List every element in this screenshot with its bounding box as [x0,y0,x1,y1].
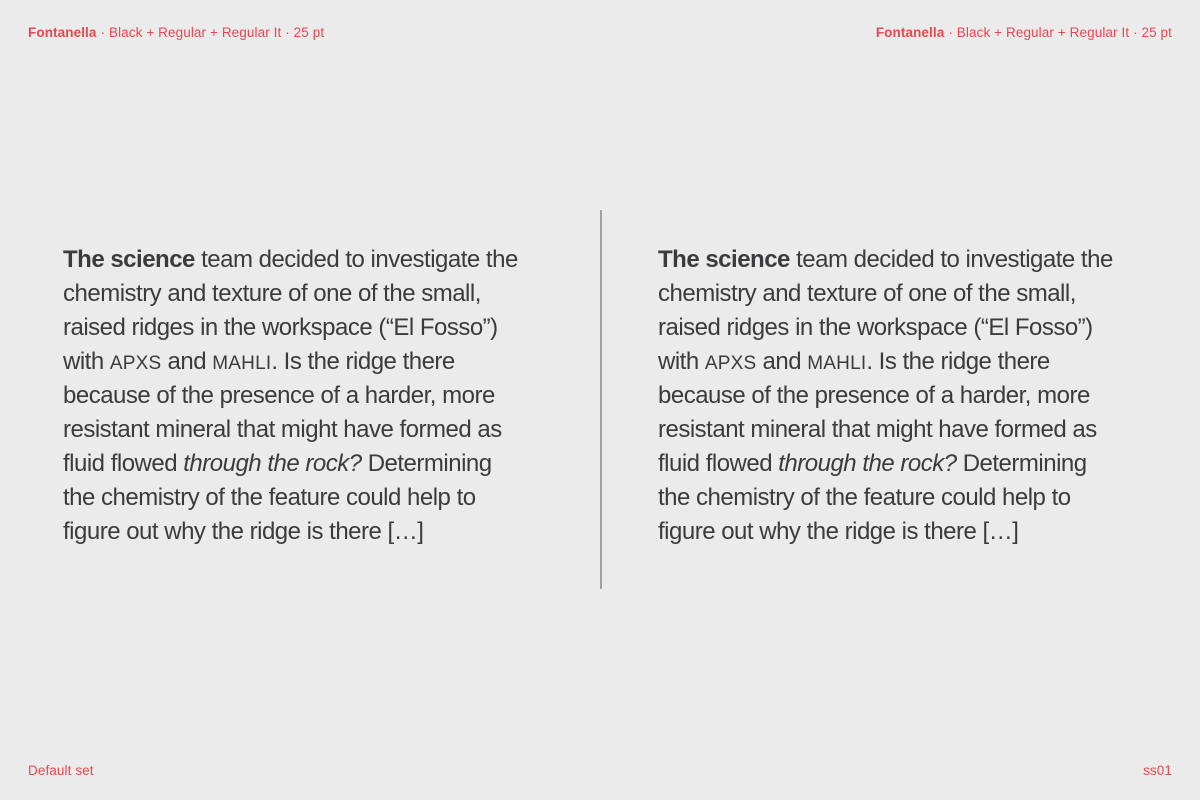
text-run-regular: the chemistry of the feature could help to [658,484,1071,511]
text-run-regular: team decided to investigate the [201,246,518,273]
font-style-spec: · Black + Regular + Regular It · 25 pt [948,25,1172,40]
text-run-italic: through the rock? [183,450,368,477]
text-run-regular: fluid flowed [658,450,779,477]
font-style-spec: · Black + Regular + Regular It · 25 pt [100,25,325,40]
text-line [658,515,1168,549]
text-line [63,447,573,481]
text-run-regular: the chemistry of the feature could help to [63,484,476,511]
text-line [658,345,1168,379]
text-run-black: The science [63,246,202,273]
text-line [63,277,573,311]
text-line [63,413,573,447]
text-run-regular: with [658,348,705,375]
text-line [658,481,1168,515]
text-line [658,447,1168,481]
text-run-regular: raised ridges in the workspace (“El Fosso”) [63,314,498,341]
text-line [63,345,573,379]
text-run-regular: because of the presence of a harder, more [63,382,495,409]
text-run-smallcaps: APXS [704,353,757,374]
text-run-regular: fluid flowed [63,450,184,477]
text-run-regular: . Is the ridge there [271,348,455,375]
text-run-regular: chemistry and texture of one of the small, [658,280,1076,307]
text-line [63,515,573,549]
text-run-regular: chemistry and texture of one of the small, [63,280,481,307]
text-run-regular: figure out why the ridge is there […] [658,518,1019,545]
header-left [28,25,324,40]
text-line [658,413,1168,447]
text-run-smallcaps: APXS [109,353,162,374]
text-line [63,311,573,345]
font-name-label: Fontanella [875,25,945,40]
text-line [658,311,1168,345]
text-run-black: The science [658,246,797,273]
text-run-regular: raised ridges in the workspace (“El Fosso”) [658,314,1093,341]
text-run-regular: team decided to investigate the [796,246,1113,273]
text-line [658,277,1168,311]
text-line [658,243,1168,277]
text-run-smallcaps: MAHLI [212,353,272,374]
text-run-regular: Determining [962,450,1087,477]
text-run-regular: Determining [367,450,492,477]
footer-set-label-ss01: ss01 [1143,763,1172,778]
text-run-regular: and [756,348,808,375]
text-run-regular: resistant mineral that might have formed as [658,416,1097,443]
text-run-regular: resistant mineral that might have formed as [63,416,502,443]
text-run-regular: because of the presence of a harder, more [658,382,1090,409]
text-run-italic: through the rock? [778,450,963,477]
specimen-column-default [63,243,573,549]
text-run-regular: figure out why the ridge is there […] [63,518,424,545]
text-run-regular: and [161,348,213,375]
specimen-column-ss01 [658,243,1168,549]
text-run-regular: . Is the ridge there [866,348,1050,375]
text-line [63,481,573,515]
column-divider [600,210,602,589]
text-line [63,379,573,413]
header-right [876,25,1172,40]
text-line [63,243,573,277]
font-name-label: Fontanella [28,25,97,40]
text-run-smallcaps: MAHLI [807,353,867,374]
footer-set-label-default: Default set [28,763,94,778]
text-line [658,379,1168,413]
text-run-regular: with [63,348,110,375]
